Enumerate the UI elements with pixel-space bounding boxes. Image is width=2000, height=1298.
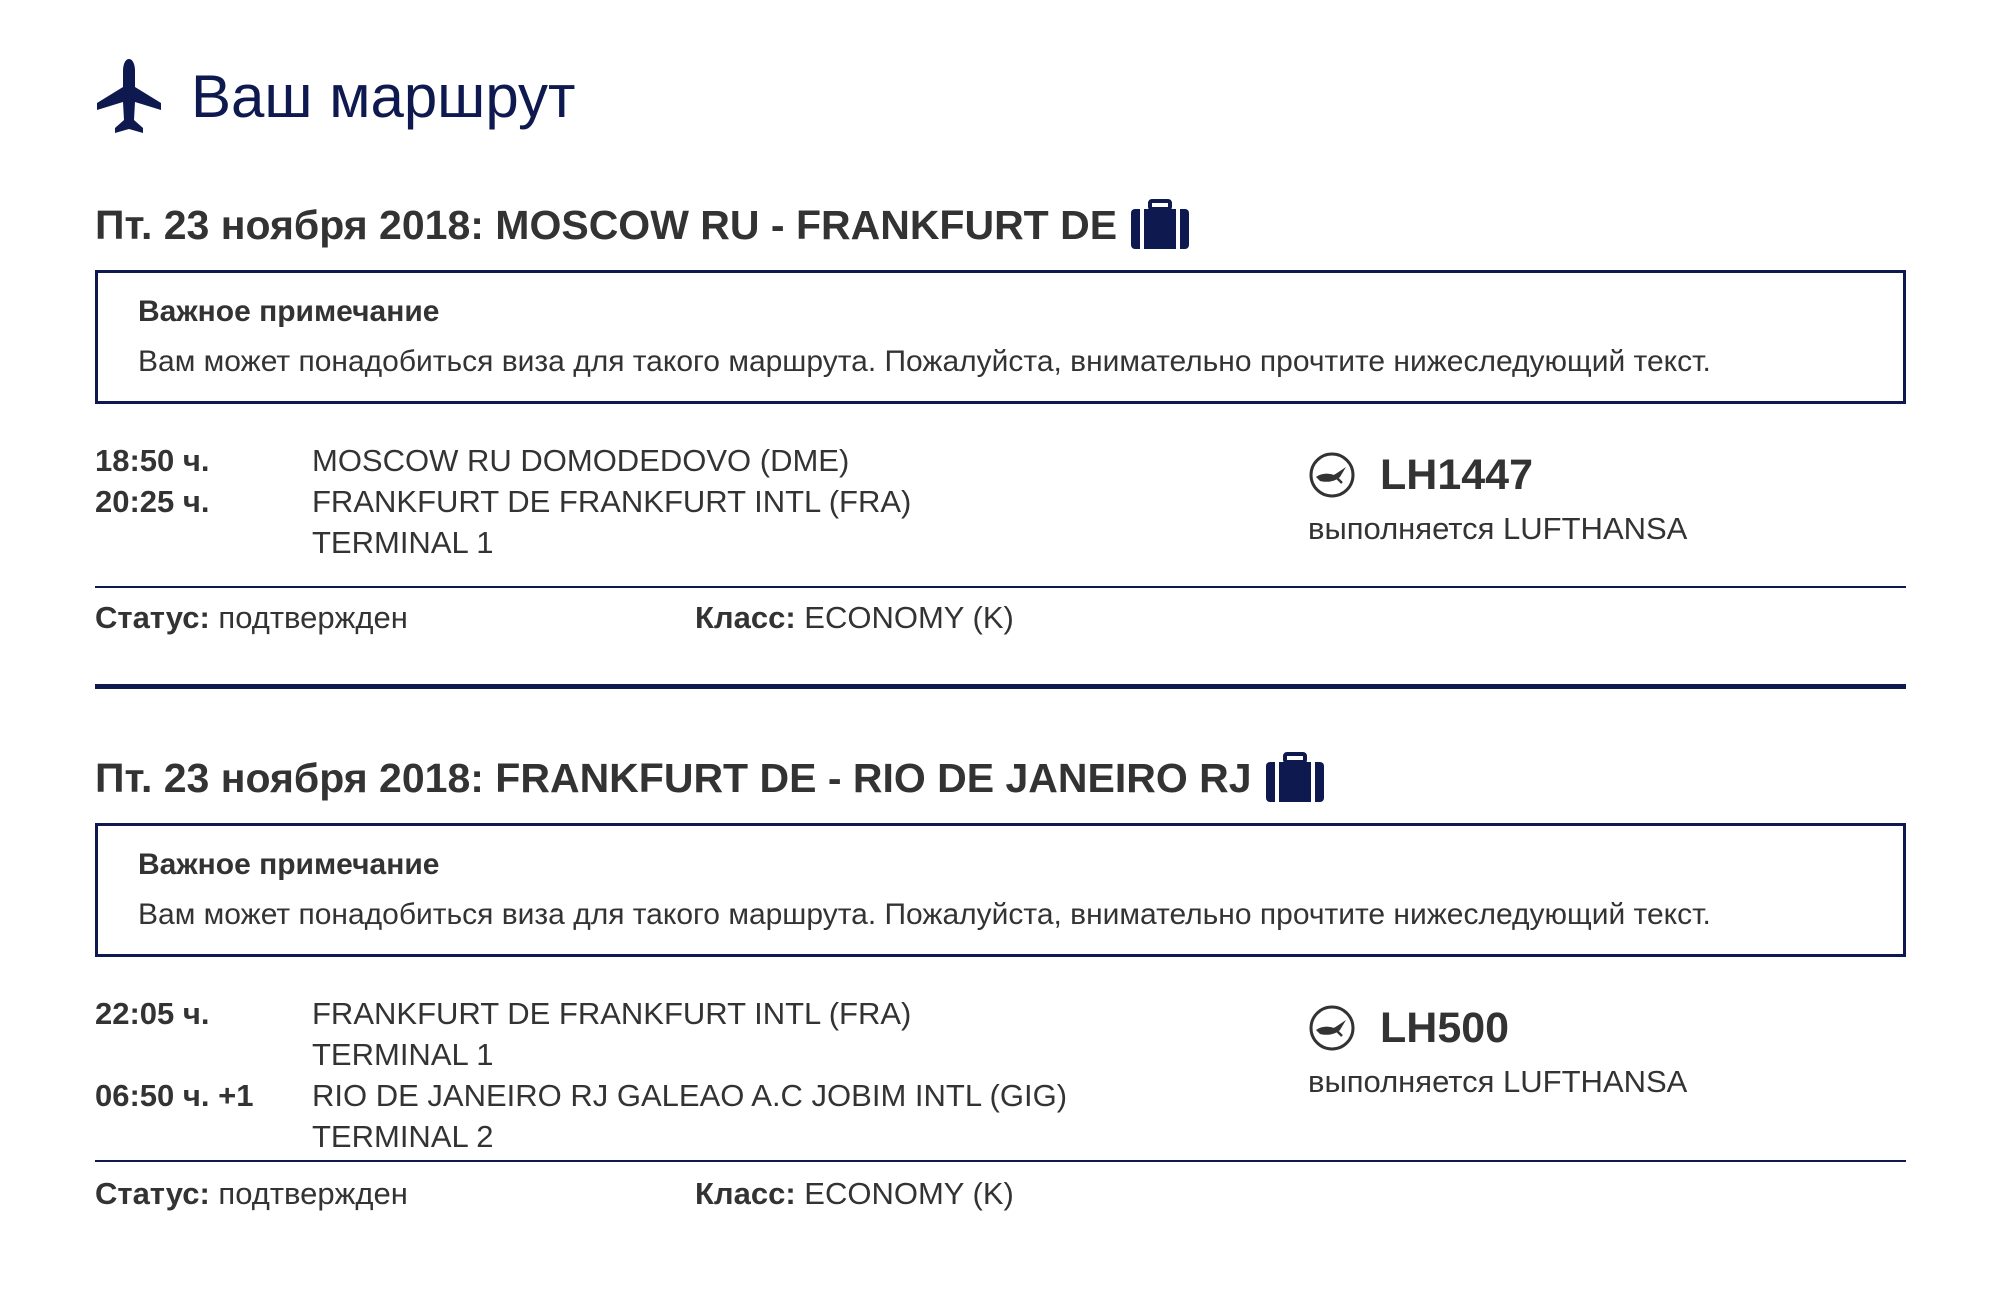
airplane-icon: [95, 57, 163, 137]
class-value: ECONOMY (K): [804, 1176, 1014, 1211]
divider: [95, 1160, 1906, 1162]
page-title: Ваш маршрут: [191, 63, 576, 130]
segment-heading: [95, 743, 1326, 813]
class-label: Класс:: [695, 1176, 796, 1211]
departure-airport: FRANKFURT DE FRANKFURT INTL (FRA): [312, 996, 912, 1031]
notice-text: Вам может понадобиться виза для такого маршрута. Пожалуйста, внимательно прочтите нижеследующий текст.: [138, 345, 1711, 378]
class-row: [695, 600, 1014, 636]
notice-text: Вам может понадобиться виза для такого маршрута. Пожалуйста, внимательно прочтите нижеследующий текст.: [138, 898, 1711, 931]
lufthansa-crane-icon: [1308, 451, 1356, 499]
segment-places: [312, 440, 911, 563]
suitcase-icon[interactable]: [1129, 199, 1191, 251]
departure-time: 18:50 ч.: [95, 443, 210, 478]
class-value: ECONOMY (K): [804, 600, 1014, 635]
notice-title: Важное примечание: [138, 848, 440, 881]
segment-heading-text: Пт. 23 ноября 2018: FRANKFURT DE - RIO DE JANEIRO RJ: [95, 754, 1252, 801]
status-row: [95, 600, 408, 636]
arrival-airport: RIO DE JANEIRO RJ GALEAO A.C JOBIM INTL (GIG): [312, 1078, 1068, 1113]
flight-info: [1308, 998, 1687, 1100]
notice-title: Важное примечание: [138, 295, 440, 328]
class-label: Класс:: [695, 600, 796, 635]
departure-time: 22:05 ч.: [95, 996, 210, 1031]
segment-heading-text: Пт. 23 ноября 2018: MOSCOW RU - FRANKFURT DE: [95, 201, 1118, 248]
status-row: [95, 1176, 408, 1212]
segment-heading: [95, 190, 1191, 260]
segment-separator: [95, 684, 1906, 689]
arrival-terminal: TERMINAL 1: [312, 525, 494, 560]
flight-info: [1308, 445, 1687, 547]
important-notice: [95, 823, 1906, 957]
status-value: подтвержден: [218, 600, 408, 635]
lufthansa-crane-icon: [1308, 1004, 1356, 1052]
status-label: Статус:: [95, 600, 210, 635]
page-header: [95, 52, 576, 142]
status-value: подтвержден: [218, 1176, 408, 1211]
class-row: [695, 1176, 1014, 1212]
operated-by: выполняется LUFTHANSA: [1308, 1064, 1688, 1099]
segment-times: [95, 993, 253, 1116]
arrival-time: 20:25 ч.: [95, 484, 210, 519]
suitcase-icon[interactable]: [1264, 752, 1326, 804]
arrival-airport: FRANKFURT DE FRANKFURT INTL (FRA): [312, 484, 912, 519]
operated-by: выполняется LUFTHANSA: [1308, 511, 1688, 546]
flight-number: LH1447: [1380, 450, 1533, 499]
segment-places: [312, 993, 1067, 1157]
arrival-time: 06:50 ч. +1: [95, 1078, 254, 1113]
divider: [95, 586, 1906, 588]
important-notice: [95, 270, 1906, 404]
departure-terminal: TERMINAL 1: [312, 1037, 494, 1072]
departure-airport: MOSCOW RU DOMODEDOVO (DME): [312, 443, 850, 478]
segment-times: [95, 440, 210, 522]
flight-number: LH500: [1380, 1003, 1510, 1052]
arrival-terminal: TERMINAL 2: [312, 1119, 494, 1154]
status-label: Статус:: [95, 1176, 210, 1211]
